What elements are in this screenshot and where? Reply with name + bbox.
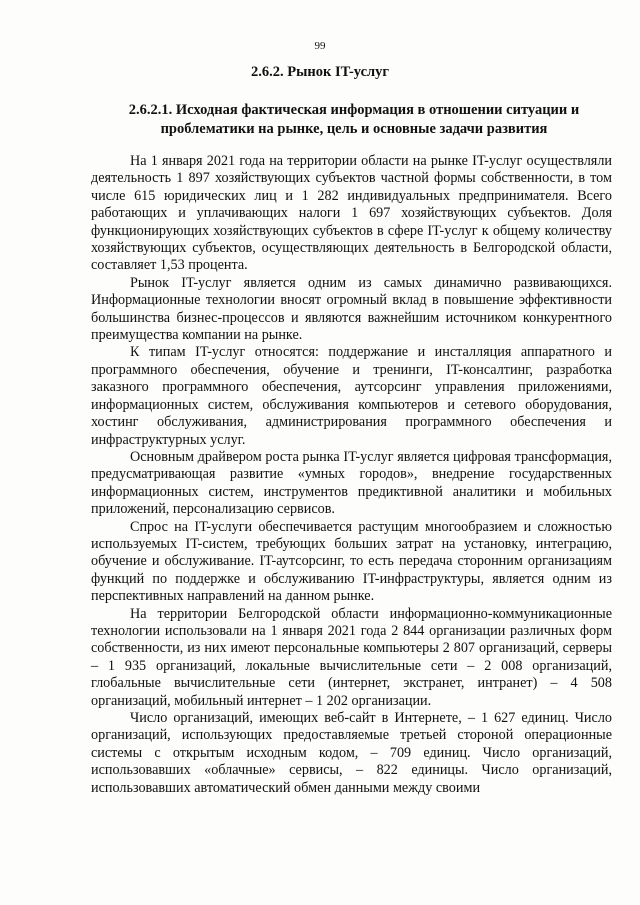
paragraph-websites: Число организаций, имеющих веб-сайт в Интернете, – 1 627 единиц. Число организаций, использующих предоставляемые третьей стороной операционные системы с открытым исходным кодом, – 709 единиц. Число организаций, использовавших «облачные» сервисы, – 822 единицы. Число организаций, использовавших автоматический обмен данными между своими: [91, 710, 612, 796]
section-title: 2.6.2. Рынок IT-услуг: [250, 64, 390, 80]
paragraph-ict-usage: На территории Белгородской области информационно-коммуникационные технологии использовали на 1 января 2021 года 2 844 организации различных форм собственности, из них имеют персональные компьютеры 2 807 организаций, серверы – 1 935 организаций, локальные вычислительные сети – 2 008 организаций, глобальные вычислительные сети (интернет, экстранет, интранет) – 4 508 организаций, мобильный интернет – 1 202 организации.: [91, 605, 612, 709]
paragraph-growth-driver: Основным драйвером роста рынка IT-услуг является цифровая трансформация, предусматривающая развитие «умных городов», внедрение государственных информационных систем, инструментов предиктивной аналитики и мобильных приложений, персонализацию сервисов.: [91, 448, 612, 518]
subsection-title: 2.6.2.1. Исходная фактическая информация в отношении ситуации и проблематики на рынке, цель и основные задачи развития: [128, 102, 580, 137]
paragraph-market-overview: На 1 января 2021 года на территории области на рынке IT-услуг осуществляли деятельность 1 897 хозяйствующих субъектов частной формы собственности, в том числе 615 юридических лиц и 1 282 индивидуальных предпринимателя. Всего работающих и уплачивающих налоги 1 697 хозяйствующих субъектов. Доля функционирующих хозяйствующих субъектов в сфере IT-услуг к общему количеству хозяйствующих субъектов, осуществляющих деятельность в Белгородской области, составляет 1,53 процента.: [91, 153, 612, 274]
paragraph-market-dynamics: Рынок IT-услуг является одним из самых динамично развивающихся. Информационные технологии вносят огромный вклад в повышение эффективности большинства бизнес-процессов и являются важнейшим источником конкурентного преимущества компании на рынке.: [91, 274, 612, 344]
body-text: [91, 153, 612, 797]
paragraph-service-types: К типам IT-услуг относятся: поддержание и инсталляция аппаратного и программного обеспечения, обучение и тренинги, IT-консалтинг, разработка заказного программного обеспечения, аутсорсинг управления приложениями, информационных систем, обслуживания компьютеров и сетевого оборудования, хостинг обслуживания, администрирования программного обеспечения и инфраструктурных услуг.: [91, 344, 612, 448]
page-number: 99: [314, 40, 326, 52]
paragraph-demand: Спрос на IT-услуги обеспечивается растущим многообразием и сложностью используемых IT-систем, требующих больших затрат на установку, интеграцию, обучение и обслуживание. IT-аутсорсинг, то есть передача сторонним организациям функций по поддержке и обслуживанию IT-инфраструктуры, является одним из перспективных направлений на данном рынке.: [91, 518, 612, 605]
